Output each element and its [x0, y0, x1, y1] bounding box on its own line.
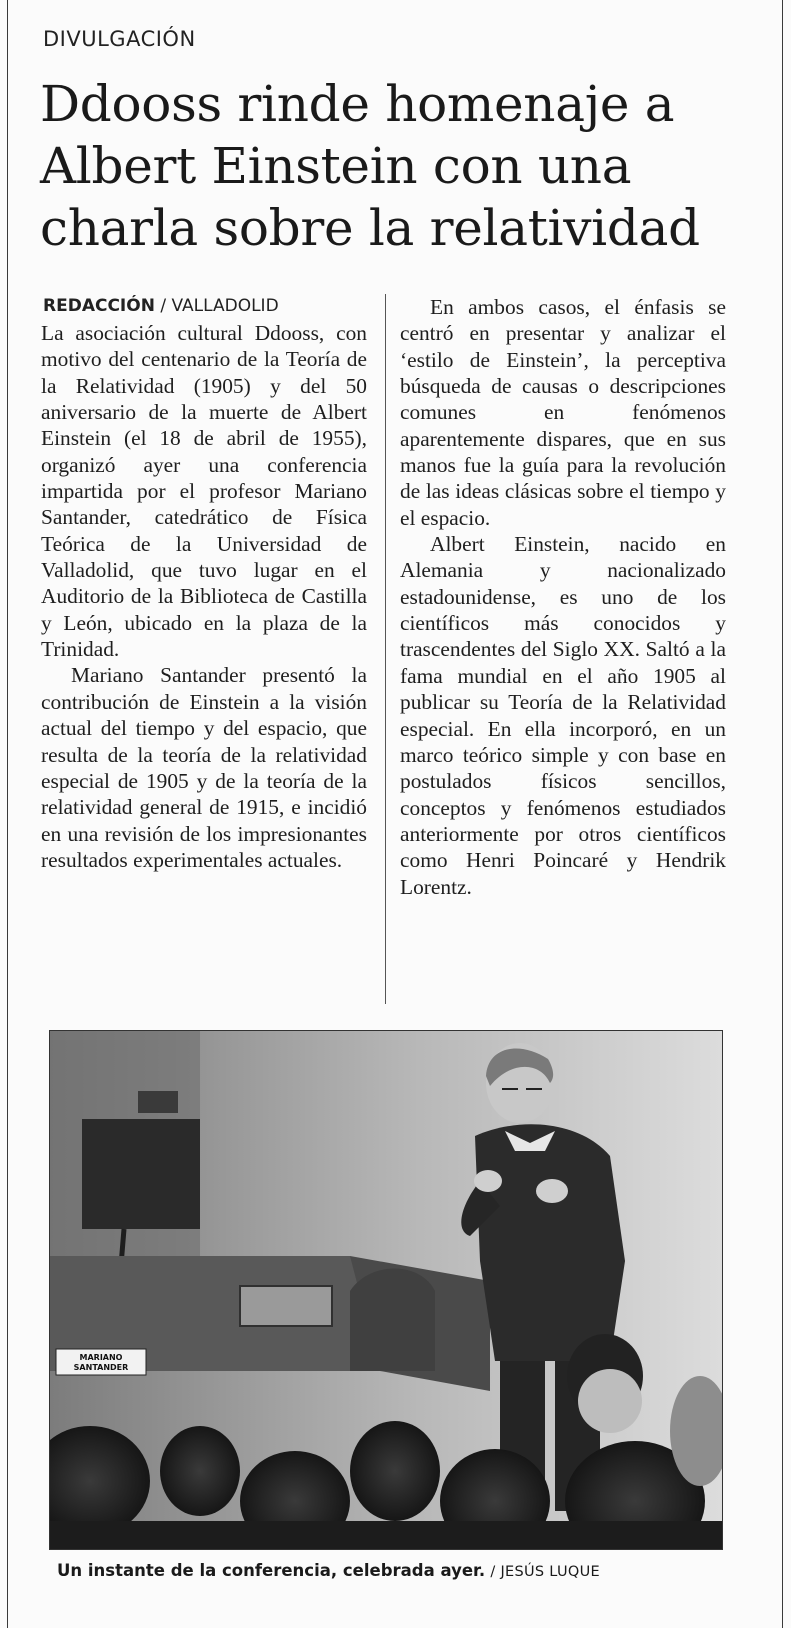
byline-place: / VALLADOLID	[160, 296, 279, 316]
headline-line-2: Albert Einstein con una	[40, 137, 632, 195]
photo-credit: / JESÚS LUQUE	[490, 1564, 600, 1580]
speaker-hand-left	[474, 1170, 502, 1192]
nameplate-line-1: MARIANO	[79, 1353, 123, 1362]
byline	[43, 296, 279, 316]
speaker-hand-right	[536, 1179, 568, 1203]
chair	[350, 1269, 435, 1372]
speaker-torso	[475, 1124, 625, 1361]
desk-plaque	[240, 1286, 332, 1326]
headline	[40, 73, 760, 259]
column-right	[400, 294, 726, 900]
paragraph-4: Albert Einstein, nacido en Alemania y nacionalizado estadounidense, es uno de los científicos más conocidos y trascendentes del Siglo XX. Saltó a la fama mundial en el año 1905 al publicar su Teoría de la Relatividad especial. En ella incorporó, en un marco teórico simple y con base en postulados físicos sencillos, conceptos y fenómenos estudiados anteriormente por otros científicos como Henri Poincaré y Hendrik Lorentz.	[400, 532, 726, 899]
loudspeaker	[82, 1119, 200, 1229]
column-left	[41, 320, 367, 873]
paragraph-1: La asociación cultural Ddooss, con motivo del centenario de la Teoría de la Relatividad (1905) y del 50 aniversario de la muerte de Albert Einstein (el 18 de abril de 1955), organizó ayer una conferencia impartida por el profesor Mariano Santander, catedrático de Física Teórica de la Universidad de Valladolid, que tuvo lugar en el Auditorio de la Biblioteca de Castilla y León, ubicado en la plaza de la Trinidad.	[41, 321, 367, 662]
paragraph-2: Mariano Santander presentó la contribución de Einstein a la visión actual del tiempo y del espacio, que resulta de la teoría de la relatividad especial de 1905 y de la teoría de la relatividad general de 1915, e incidió en una revisión de los impresionantes resultados experimentales actuales.	[41, 663, 367, 872]
conference-photo	[49, 1030, 723, 1550]
nameplate-line-2: SANTANDER	[73, 1363, 129, 1372]
caption-text: Un instante de la conferencia, celebrada ayer.	[57, 1561, 486, 1580]
photo-caption	[57, 1561, 600, 1580]
headline-line-1: Ddooss rinde homenaje a	[40, 75, 675, 133]
page-edge-right	[782, 0, 783, 1628]
paragraph-3: En ambos casos, el énfasis se centró en presentar y analizar el ‘estilo de Einstein’, la perceptiva búsqueda de causas o descripciones comunes en fenómenos aparentemente dispares, que en sus manos fue la guía para la revolución de las ideas clásicas sobre el tiempo y el espacio.	[400, 295, 726, 530]
section-label: DIVULGACIÓN	[43, 27, 196, 51]
conference-photo-drawing	[50, 1031, 722, 1549]
page-edge-left	[7, 0, 8, 1628]
byline-author: REDACCIÓN	[43, 296, 155, 316]
headline-line-3: charla sobre la relatividad	[40, 199, 700, 257]
column-divider	[385, 294, 386, 1004]
